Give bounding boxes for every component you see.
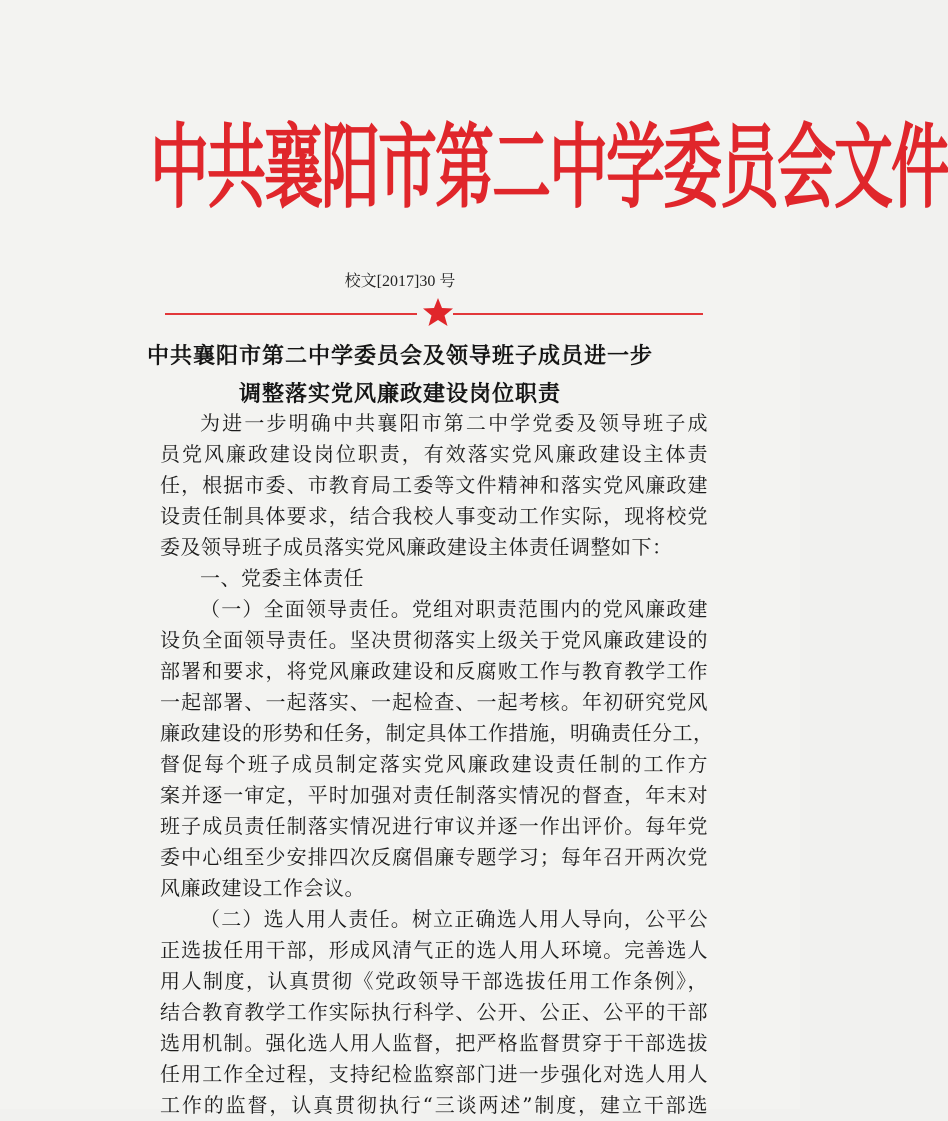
document-title-line-2: 调整落实党风廉政建设岗位职责: [238, 382, 561, 407]
body-line: 为进一步明确中共襄阳市第二中学党委及领导班子成: [200, 411, 708, 435]
body-line: 委及领导班子成员落实党风廉政建设主体责任调整如下：: [160, 535, 673, 559]
red-rule-left: [165, 313, 417, 315]
body-line: 任，根据市委、市教育局工委等文件精神和落实党风廉政建: [160, 473, 708, 497]
body-line: 设责任制具体要求，结合我校人事变动工作实际，现将校党: [160, 504, 708, 528]
body-line: 廉政建设的形势和任务，制定具体工作措施，明确责任分工，: [160, 721, 714, 745]
document-title-line-1: 中共襄阳市第二中学委员会及领导班子成员进一步: [146, 344, 653, 369]
masthead-title: 中共襄阳市第二中学委员会文件: [150, 113, 948, 221]
body-line: 用人制度，认真贯彻《党政领导干部选拔任用工作条例》，: [160, 969, 708, 993]
body-line: 结合教育教学工作实际执行科学、公开、公正、公平的干部: [160, 1000, 708, 1024]
body-line: 员党风廉政建设岗位职责，有效落实党风廉政建设主体责: [160, 442, 708, 466]
body-line: 案并逐一审定，平时加强对责任制落实情况的督查，年末对: [160, 783, 708, 807]
body-line: 风廉政建设工作会议。: [160, 876, 365, 900]
body-line: 工作的监督，认真贯彻执行“三谈两述”制度，建立干部选: [160, 1093, 708, 1117]
body-line: （二）选人用人责任。树立正确选人用人导向，公平公: [200, 907, 708, 931]
red-star-icon: [422, 296, 454, 328]
body-line: 部署和要求，将党风廉政建设和反腐败工作与教育教学工作: [160, 659, 708, 683]
body-line: 一起部署、一起落实、一起检查、一起考核。年初研究党风: [160, 690, 708, 714]
body-line: 委中心组至少安排四次反腐倡廉专题学习；每年召开两次党: [160, 845, 708, 869]
document-number: 校文[2017]30 号: [344, 273, 456, 290]
body-line: 班子成员责任制落实情况进行审议并逐一作出评价。每年党: [160, 814, 708, 838]
body-line: 设负全面领导责任。坚决贯彻落实上级关于党风廉政建设的: [160, 628, 708, 652]
body-line: （一）全面领导责任。党组对职责范围内的党风廉政建: [200, 597, 708, 621]
document-body: [160, 408, 714, 1121]
red-rule-right: [453, 313, 703, 315]
section-heading: 一、党委主体责任: [200, 566, 364, 590]
body-line: 督促每个班子成员制定落实党风廉政建设责任制的工作方: [160, 752, 708, 776]
body-line: 任用工作全过程，支持纪检监察部门进一步强化对选人用人: [160, 1062, 708, 1086]
body-line: 正选拔任用干部，形成风清气正的选人用人环境。完善选人: [160, 938, 708, 962]
body-line: 选用机制。强化选人用人监督，把严格监督贯穿于干部选拔: [160, 1031, 708, 1055]
